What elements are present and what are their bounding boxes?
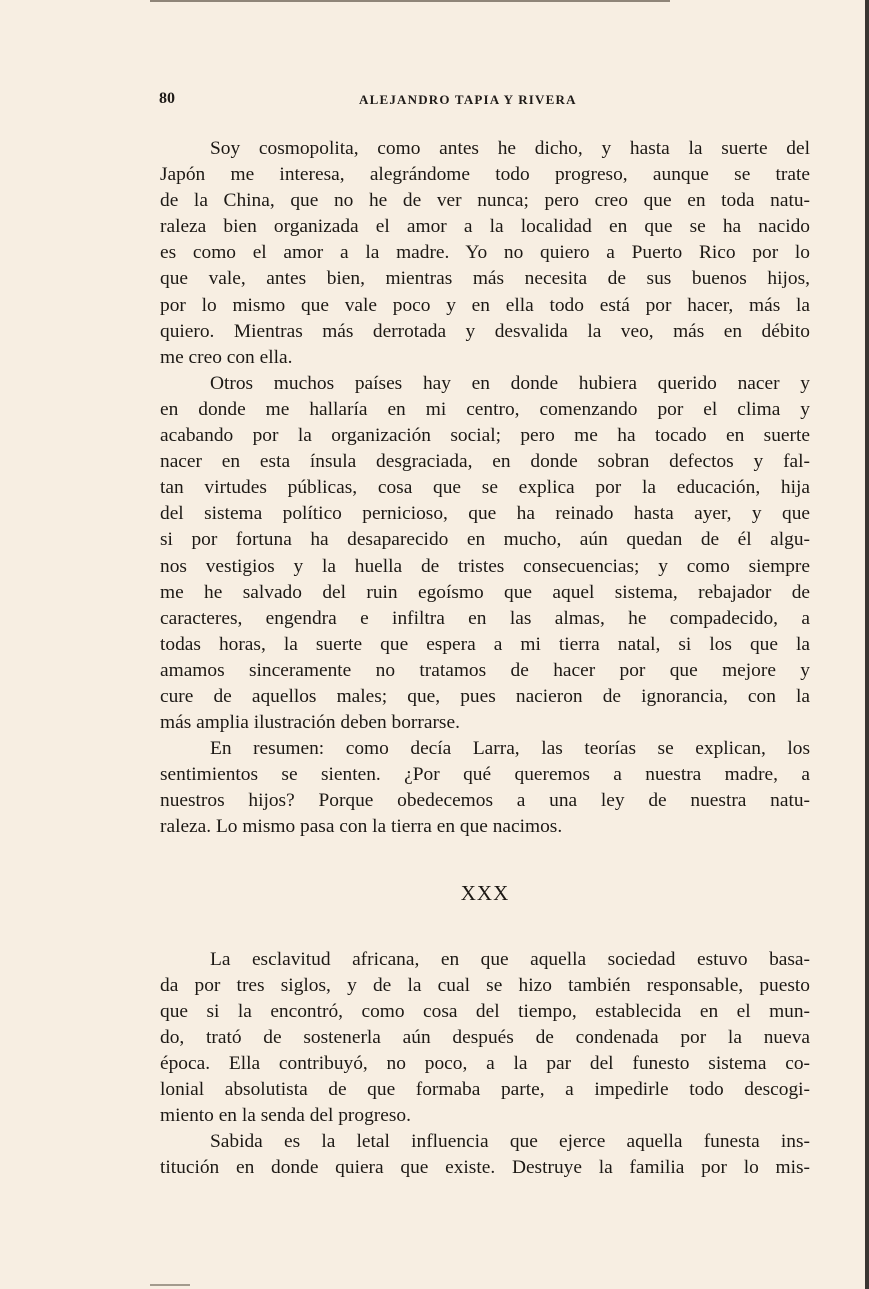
text-line: da por tres siglos, y de la cual se hizo también responsable, puesto bbox=[160, 974, 810, 996]
text-line: del sistema político pernicioso, que ha reinado hasta ayer, y que bbox=[160, 503, 810, 525]
text-line: do, trató de sostenerla aún después de condenada por la nueva bbox=[160, 1026, 810, 1048]
text-line: nuestros hijos? Porque obedecemos a una ley de nuestra natu- bbox=[160, 790, 810, 812]
text-line: miento en la senda del progreso. bbox=[160, 1105, 411, 1127]
text-line: titución en donde quiera que existe. Destruye la familia por lo mis- bbox=[160, 1157, 810, 1179]
paragraph bbox=[160, 136, 810, 371]
text-line: Sabida es la letal influencia que ejerce aquella funesta ins- bbox=[210, 1131, 810, 1153]
text-line: raleza bien organizada el amor a la localidad en que se ha nacido bbox=[160, 216, 810, 238]
text-after-heading bbox=[160, 947, 810, 1182]
text-line: tan virtudes públicas, cosa que se explica por la educación, hija bbox=[160, 477, 810, 499]
text-line: Otros muchos países hay en donde hubiera querido nacer y bbox=[210, 372, 810, 394]
text-line: en donde me hallaría en mi centro, comenzando por el clima y bbox=[160, 398, 810, 420]
text-line: caracteres, engendra e infiltra en las almas, he compadecido, a bbox=[160, 607, 810, 629]
text-line: amamos sinceramente no tratamos de hacer por que mejore y bbox=[160, 659, 810, 681]
text-line: si por fortuna ha desaparecido en mucho, aún quedan de él algu- bbox=[160, 529, 810, 551]
text-line: me creo con ella. bbox=[160, 346, 293, 368]
section-heading: XXX bbox=[460, 880, 510, 905]
text-line: raleza. Lo mismo pasa con la tierra en que nacimos. bbox=[160, 816, 563, 838]
text-line: época. Ella contribuyó, no poco, a la par del funesto sistema co- bbox=[160, 1052, 810, 1074]
text-line: que vale, antes bien, mientras más necesita de sus buenos hijos, bbox=[160, 268, 810, 290]
text-line: nacer en esta ínsula desgraciada, en donde sobran defectos y fal- bbox=[160, 451, 810, 473]
text-line: de la China, que no he de ver nunca; pero creo que en toda natu- bbox=[160, 190, 810, 212]
paragraph bbox=[160, 1129, 810, 1181]
text-line: nos vestigios y la huella de tristes consecuencias; y como siempre bbox=[160, 555, 810, 577]
paragraph bbox=[160, 371, 810, 736]
text-line: En resumen: como decía Larra, las teorías se explican, los bbox=[210, 738, 810, 760]
page-right-edge bbox=[865, 0, 869, 1289]
text-line: lonial absolutista de que formaba parte, a impedirle todo descogi- bbox=[160, 1079, 810, 1100]
text-line: Soy cosmopolita, como antes he dicho, y hasta la suerte del bbox=[210, 138, 810, 159]
text-line: es como el amor a la madre. Yo no quiero a Puerto Rico por lo bbox=[160, 242, 810, 264]
running-header bbox=[159, 90, 809, 112]
text-line: por lo mismo que vale poco y en ella todo está por hacer, más la bbox=[160, 294, 810, 316]
body-text bbox=[160, 136, 810, 1181]
text-line: quiero. Mientras más derrotada y desvalida la veo, más en débito bbox=[160, 320, 810, 342]
text-line: que si la encontró, como cosa del tiempo, establecida en el mun- bbox=[160, 1000, 810, 1022]
paragraph bbox=[160, 947, 810, 1130]
text-line: más amplia ilustración deben borrarse. bbox=[160, 712, 460, 734]
text-line: todas horas, la suerte que espera a mi tierra natal, si los que la bbox=[160, 633, 810, 655]
page-number: 80 bbox=[159, 90, 175, 107]
page-bottom-mark bbox=[150, 1284, 190, 1286]
page-top-edge bbox=[150, 0, 670, 2]
text-line: cure de aquellos males; que, pues nacieron de ignorancia, con la bbox=[160, 685, 810, 707]
paragraph bbox=[160, 736, 810, 840]
text-line: Japón me interesa, alegrándome todo progreso, aunque se trate bbox=[160, 164, 810, 186]
running-title: ALEJANDRO TAPIA Y RIVERA bbox=[359, 92, 577, 107]
text-line: me he salvado del ruin egoísmo que aquel sistema, rebajador de bbox=[160, 581, 810, 603]
text-line: La esclavitud africana, en que aquella sociedad estuvo basa- bbox=[210, 948, 810, 970]
text-line: sentimientos se sienten. ¿Por qué queremos a nuestra madre, a bbox=[160, 764, 810, 786]
text-before-heading bbox=[160, 136, 810, 841]
text-line: acabando por la organización social; pero me ha tocado en suerte bbox=[160, 425, 810, 447]
